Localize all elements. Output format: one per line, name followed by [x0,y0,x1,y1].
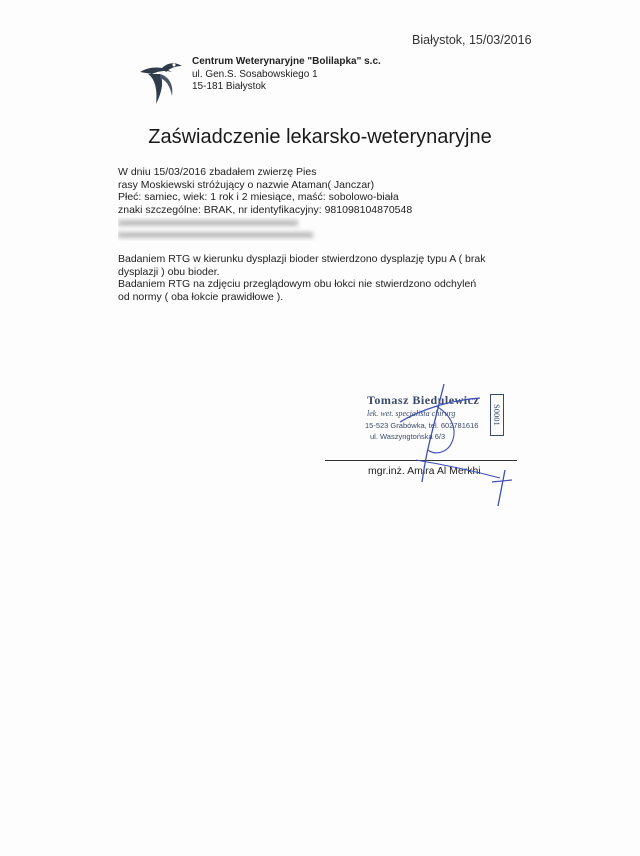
redacted-owner-block [118,217,318,241]
findings-line: dysplazji ) obu bioder. [118,265,220,278]
clinic-name: Centrum Weterynaryjne "Bolilapka" s.c. [192,56,381,67]
findings [118,253,528,303]
bird-logo-icon [138,58,184,108]
findings-line: Badaniem RTG w kierunku dysplazji bioder stwierdzono dysplazję typu A ( brak [118,253,486,265]
findings-line: Badaniem RTG na zdjęciu przeglądowym obu łokci nie stwierdzono odchyleń [118,278,477,290]
signatory-name: mgr.inż. Amira Al Merkhi [368,465,481,477]
findings-line: od normy ( oba łokcie prawidłowe ). [118,290,284,303]
intro-line: rasy Moskiewski stróżujący o nazwie Ataman( Janczar) [118,178,375,191]
stamp-name: Tomasz Biedulewicz [367,393,480,407]
stamp-address: 15-523 Grabówka, tel. 602781616 [365,421,479,430]
stamp-address: ul. Waszyngtońska 6/3 [370,432,446,441]
intro-line: Płeć: samiec, wiek: 1 rok i 2 miesiące, maść: sobolowo-biała [118,191,399,203]
stamp-specialty: lek. wet. specjalista chirurg [367,409,456,418]
place-date: Białystok, 15/03/2016 [412,33,532,47]
document-title: Zaświadczenie lekarsko-weterynaryjne [148,126,492,148]
clinic-street: ul. Gen.S. Sosabowskiego 1 [192,68,318,80]
intro-line: znaki szczególne: BRAK, nr identyfikacyjny: 981098104870548 [118,203,413,216]
handwritten-signature [340,370,540,520]
clinic-address-block [192,56,381,94]
stamp-number: S0001 [490,394,504,436]
exam-details [118,166,528,241]
intro-line: W dniu 15/03/2016 zbadałem zwierzę Pies [118,166,317,178]
clinic-city: 15-181 Białystok [192,81,266,92]
